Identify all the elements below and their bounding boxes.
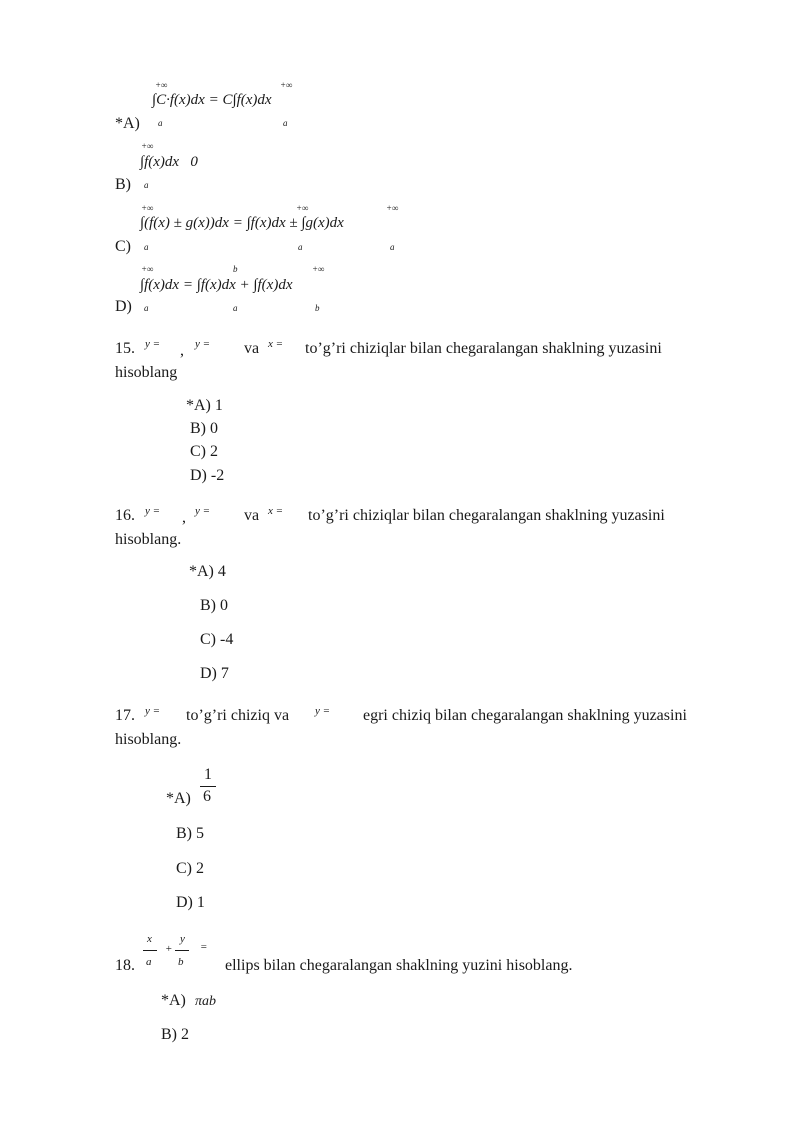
equation: y =: [145, 338, 161, 350]
comma: ,: [182, 509, 186, 526]
upper-limit: b: [233, 264, 238, 274]
option-c: C) 2: [176, 860, 204, 877]
text-va: va: [244, 507, 260, 524]
upper-limit: +∞: [296, 203, 309, 213]
equation: y =: [145, 505, 161, 517]
question-text: egri chiziq bilan chegaralangan shaklning yuzasini: [363, 707, 687, 724]
question-number: 17.: [115, 707, 135, 724]
question-text-cont: hisoblang: [115, 364, 178, 381]
option-c: C) 2: [190, 443, 218, 460]
question-text: to’g’ri chiziq va: [186, 707, 290, 724]
fraction-denominator: 6: [203, 788, 211, 805]
formula: ∫f(x)dx = ∫f(x)dx + ∫f(x)dx: [140, 277, 293, 293]
equals-sign: =: [200, 941, 208, 953]
option-label: C): [115, 238, 131, 255]
upper-limit: +∞: [386, 203, 399, 213]
upper-limit: +∞: [312, 264, 325, 274]
option-a-value: πab: [195, 994, 217, 1009]
fraction-bar: [143, 950, 157, 951]
equation: y =: [145, 705, 161, 717]
fraction-numerator: x: [147, 933, 152, 945]
equation: y =: [195, 505, 211, 517]
question-text: to’g’ri chiziqlar bilan chegaralangan shaklning yuzasini: [305, 340, 662, 357]
lower-limit: a: [158, 118, 163, 128]
question-text-cont: hisoblang.: [115, 531, 182, 548]
lower-limit: a: [144, 180, 149, 190]
text-va: va: [244, 340, 260, 357]
option-a-label: *A): [166, 790, 191, 807]
question-text: ellips bilan chegaralangan shaklning yuzini hisoblang.: [225, 957, 573, 974]
upper-limit: +∞: [155, 80, 168, 90]
fraction-numerator: 1: [204, 766, 212, 783]
upper-limit: +∞: [280, 80, 293, 90]
question-number: 16.: [115, 507, 135, 524]
option-label: *A): [115, 115, 140, 132]
lower-limit: a: [390, 242, 395, 252]
equation: y =: [315, 705, 331, 717]
plus-sign: +: [165, 943, 173, 955]
formula: ∫f(x)dx 0: [140, 154, 198, 170]
option-d: D) 7: [200, 665, 229, 682]
option-b: B) 0: [200, 597, 228, 614]
fraction-numerator: y: [180, 933, 185, 945]
formula: ∫(f(x) ± g(x))dx = ∫f(x)dx ± ∫g(x)dx: [140, 215, 344, 231]
comma: ,: [180, 342, 184, 359]
lower-limit: a: [144, 242, 149, 252]
upper-limit: +∞: [141, 203, 154, 213]
equation: y =: [195, 338, 211, 350]
question-number: 18.: [115, 957, 135, 974]
option-d: D) 1: [176, 894, 205, 911]
equation: x =: [268, 338, 284, 350]
lower-limit: b: [315, 303, 320, 313]
upper-limit: +∞: [141, 141, 154, 151]
question-number: 15.: [115, 340, 135, 357]
option-a: *A) 1: [186, 397, 223, 414]
lower-limit: a: [283, 118, 288, 128]
fraction-denominator: b: [178, 956, 184, 968]
formula: ∫C·f(x)dx = C∫f(x)dx: [152, 92, 272, 108]
option-label: D): [115, 298, 132, 315]
option-d: D) -2: [190, 467, 225, 484]
option-label: B): [115, 176, 131, 193]
question-text-cont: hisoblang.: [115, 731, 182, 748]
option-b: B) 2: [161, 1026, 189, 1043]
option-c: C) -4: [200, 631, 234, 648]
option-a: *A) 4: [189, 563, 226, 580]
equation: x =: [268, 505, 284, 517]
lower-limit: a: [298, 242, 303, 252]
fraction-bar: [175, 950, 189, 951]
option-b: B) 5: [176, 825, 204, 842]
upper-limit: +∞: [141, 264, 154, 274]
lower-limit: a: [144, 303, 149, 313]
option-a-label: *A): [161, 992, 186, 1009]
option-b: B) 0: [190, 420, 218, 437]
fraction-denominator: a: [146, 956, 152, 968]
fraction-bar: [200, 786, 216, 787]
question-text: to’g’ri chiziqlar bilan chegaralangan shaklning yuzasini: [308, 507, 665, 524]
lower-limit: a: [233, 303, 238, 313]
